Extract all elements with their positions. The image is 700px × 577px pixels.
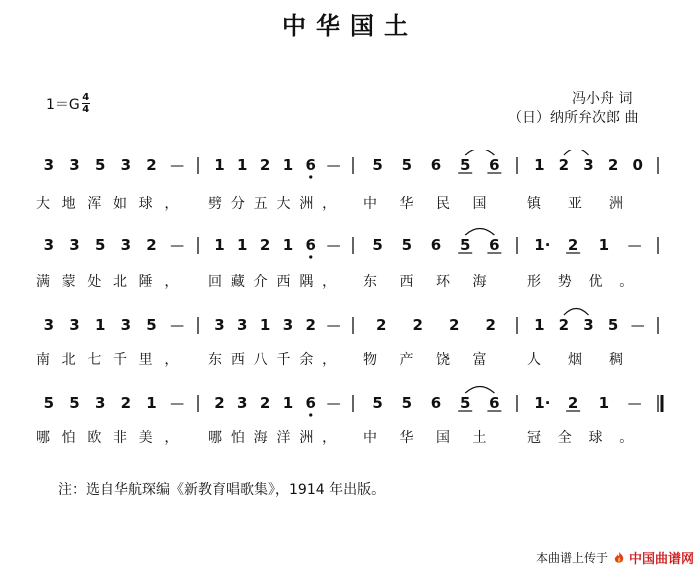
note-digit: 5 bbox=[372, 156, 383, 174]
note-digit: 6 bbox=[305, 236, 316, 254]
note-digit: 1 bbox=[237, 156, 248, 174]
note-digit: 1 bbox=[282, 156, 294, 174]
note-digit: 3 bbox=[583, 316, 594, 334]
note-digit: 2 bbox=[120, 394, 132, 412]
note-digit: 5 bbox=[401, 394, 413, 412]
note-digit: 3 bbox=[237, 394, 248, 412]
duration-dash: — bbox=[627, 238, 642, 254]
upload-label: 本曲谱上传于 bbox=[535, 551, 608, 565]
note-digit: 2 bbox=[259, 156, 271, 174]
note-digit: 2 bbox=[567, 394, 579, 412]
note-digit: 6 bbox=[430, 394, 442, 412]
note-digit: 3 bbox=[214, 316, 225, 334]
lyric-segment: 人烟稠 bbox=[527, 352, 650, 368]
note-digit: 5 bbox=[372, 394, 383, 412]
note-digit: 1 bbox=[214, 156, 225, 174]
lyric-segment: 东西八千余， bbox=[208, 352, 345, 368]
upload-footer bbox=[536, 548, 694, 567]
slur-arc bbox=[465, 229, 494, 236]
note-digit: 2 bbox=[146, 156, 157, 174]
duration-dash: — bbox=[630, 318, 645, 334]
note-digit: 2 bbox=[146, 236, 157, 254]
note-digit: 1· bbox=[534, 236, 551, 254]
note-digit: 1 bbox=[282, 236, 294, 254]
note-digit: 5 bbox=[459, 156, 471, 174]
note-digit: 1 bbox=[94, 316, 106, 334]
lyric-segment: 哪怕海洋洲， bbox=[208, 430, 345, 446]
note-digit: 1 bbox=[237, 236, 248, 254]
time-signature bbox=[82, 92, 90, 115]
low-octave-dot bbox=[309, 413, 312, 416]
note-digit: 5 bbox=[401, 156, 413, 174]
note-digit: 2 bbox=[259, 236, 271, 254]
note-digit: 3 bbox=[43, 316, 55, 334]
note-digit: 3 bbox=[94, 394, 106, 412]
note-digit: 5 bbox=[146, 316, 157, 334]
note-digit: 3 bbox=[43, 236, 55, 254]
slur-arc bbox=[465, 150, 494, 155]
note-digit: 6 bbox=[430, 156, 442, 174]
composer-credit: （日）纳所弁次郎 曲 bbox=[508, 110, 639, 126]
note-digit: 2 bbox=[305, 316, 316, 334]
note-digit: 6 bbox=[489, 394, 500, 412]
note-digit: 3 bbox=[237, 316, 248, 334]
flame-logo-icon bbox=[612, 551, 626, 565]
note-digit: 3 bbox=[69, 316, 80, 334]
duration-dash: — bbox=[170, 318, 185, 334]
note-digit: 3 bbox=[583, 156, 594, 174]
duration-dash: — bbox=[170, 158, 185, 174]
note-digit: 5 bbox=[459, 394, 471, 412]
note-digit: 1 bbox=[259, 316, 271, 334]
note-digit: 2 bbox=[412, 316, 423, 334]
low-octave-dot bbox=[309, 175, 312, 178]
lyric-segment: 大地浑如球， bbox=[36, 196, 190, 212]
lyric-segment: 镇亚洲 bbox=[527, 196, 650, 212]
note-digit: 2 bbox=[567, 236, 579, 254]
note-digit: 5 bbox=[94, 156, 106, 174]
lyric-segment: 物产饶富 bbox=[363, 352, 509, 368]
note-digit: 3 bbox=[43, 156, 55, 174]
note-digit: 6 bbox=[305, 394, 316, 412]
note-digit: 2 bbox=[607, 156, 619, 174]
note-digit: 1 bbox=[598, 236, 610, 254]
note-digit: 5 bbox=[607, 316, 619, 334]
note-digit: 3 bbox=[120, 316, 132, 334]
source-note: 注：选自华航琛编《新教育唱歌集》，1914 年出版。 bbox=[58, 482, 386, 498]
note-digit: 1 bbox=[282, 394, 294, 412]
note-digit: 1 bbox=[534, 156, 545, 174]
note-digit: 5 bbox=[43, 394, 55, 412]
note-digit: 0 bbox=[632, 156, 643, 174]
duration-dash: — bbox=[326, 318, 341, 334]
note-digit: 5 bbox=[401, 236, 413, 254]
note-digit: 2 bbox=[449, 316, 460, 334]
lyric-segment: 形势优。 bbox=[527, 274, 650, 290]
lyric-segment: 东西环海 bbox=[363, 274, 509, 290]
low-octave-dot bbox=[309, 255, 312, 258]
lyric-segment: 回藏介西隅， bbox=[208, 274, 345, 290]
lyricist-credit: 冯小舟 词 bbox=[572, 91, 633, 107]
song-title: 中华国土 bbox=[282, 11, 418, 40]
lyric-segment: 南北七千里， bbox=[36, 352, 190, 368]
note-digit: 2 bbox=[259, 394, 271, 412]
duration-dash: — bbox=[170, 396, 185, 412]
note-digit: 2 bbox=[558, 156, 570, 174]
note-digit: 3 bbox=[282, 316, 294, 334]
note-digit: 5 bbox=[459, 236, 471, 254]
note-digit: 3 bbox=[120, 156, 132, 174]
time-denominator: 4 bbox=[82, 104, 90, 115]
note-digit: 6 bbox=[430, 236, 442, 254]
lyric-segment: 冠全球。 bbox=[527, 430, 650, 446]
note-digit: 5 bbox=[372, 236, 383, 254]
note-digit: 6 bbox=[489, 156, 500, 174]
lyric-segment: 劈分五大洲， bbox=[208, 196, 345, 212]
lyric-segment: 中华民国 bbox=[363, 196, 509, 212]
duration-dash: — bbox=[627, 396, 642, 412]
slur-arc bbox=[564, 150, 589, 155]
note-digit: 6 bbox=[305, 156, 316, 174]
note-digit: 3 bbox=[120, 236, 132, 254]
time-numerator: 4 bbox=[82, 92, 90, 103]
note-digit: 1 bbox=[598, 394, 610, 412]
note-digit: 2 bbox=[376, 316, 387, 334]
duration-dash: — bbox=[326, 238, 341, 254]
note-digit: 1 bbox=[534, 316, 545, 334]
lyric-segment: 哪怕欧非美， bbox=[36, 430, 190, 446]
note-digit: 1· bbox=[534, 394, 551, 412]
note-digit: 2 bbox=[214, 394, 225, 412]
note-digit: 6 bbox=[489, 236, 500, 254]
note-digit: 1 bbox=[214, 236, 225, 254]
duration-dash: — bbox=[326, 158, 341, 174]
duration-dash: — bbox=[326, 396, 341, 412]
note-digit: 1 bbox=[146, 394, 157, 412]
duration-dash: — bbox=[170, 238, 185, 254]
note-digit: 3 bbox=[69, 156, 80, 174]
key-prefix: 1＝G bbox=[46, 96, 80, 113]
lyric-segment: 满蒙处北陲， bbox=[36, 274, 190, 290]
note-digit: 2 bbox=[485, 316, 496, 334]
lyric-segment: 中华国土 bbox=[363, 430, 509, 446]
note-digit: 3 bbox=[69, 236, 80, 254]
note-digit: 5 bbox=[94, 236, 106, 254]
slur-arc bbox=[465, 387, 494, 394]
note-digit: 5 bbox=[69, 394, 80, 412]
note-digit: 2 bbox=[558, 316, 570, 334]
key-signature bbox=[46, 92, 90, 115]
slur-arc bbox=[564, 309, 589, 316]
site-name-logo: 中国曲谱网 bbox=[628, 552, 694, 567]
